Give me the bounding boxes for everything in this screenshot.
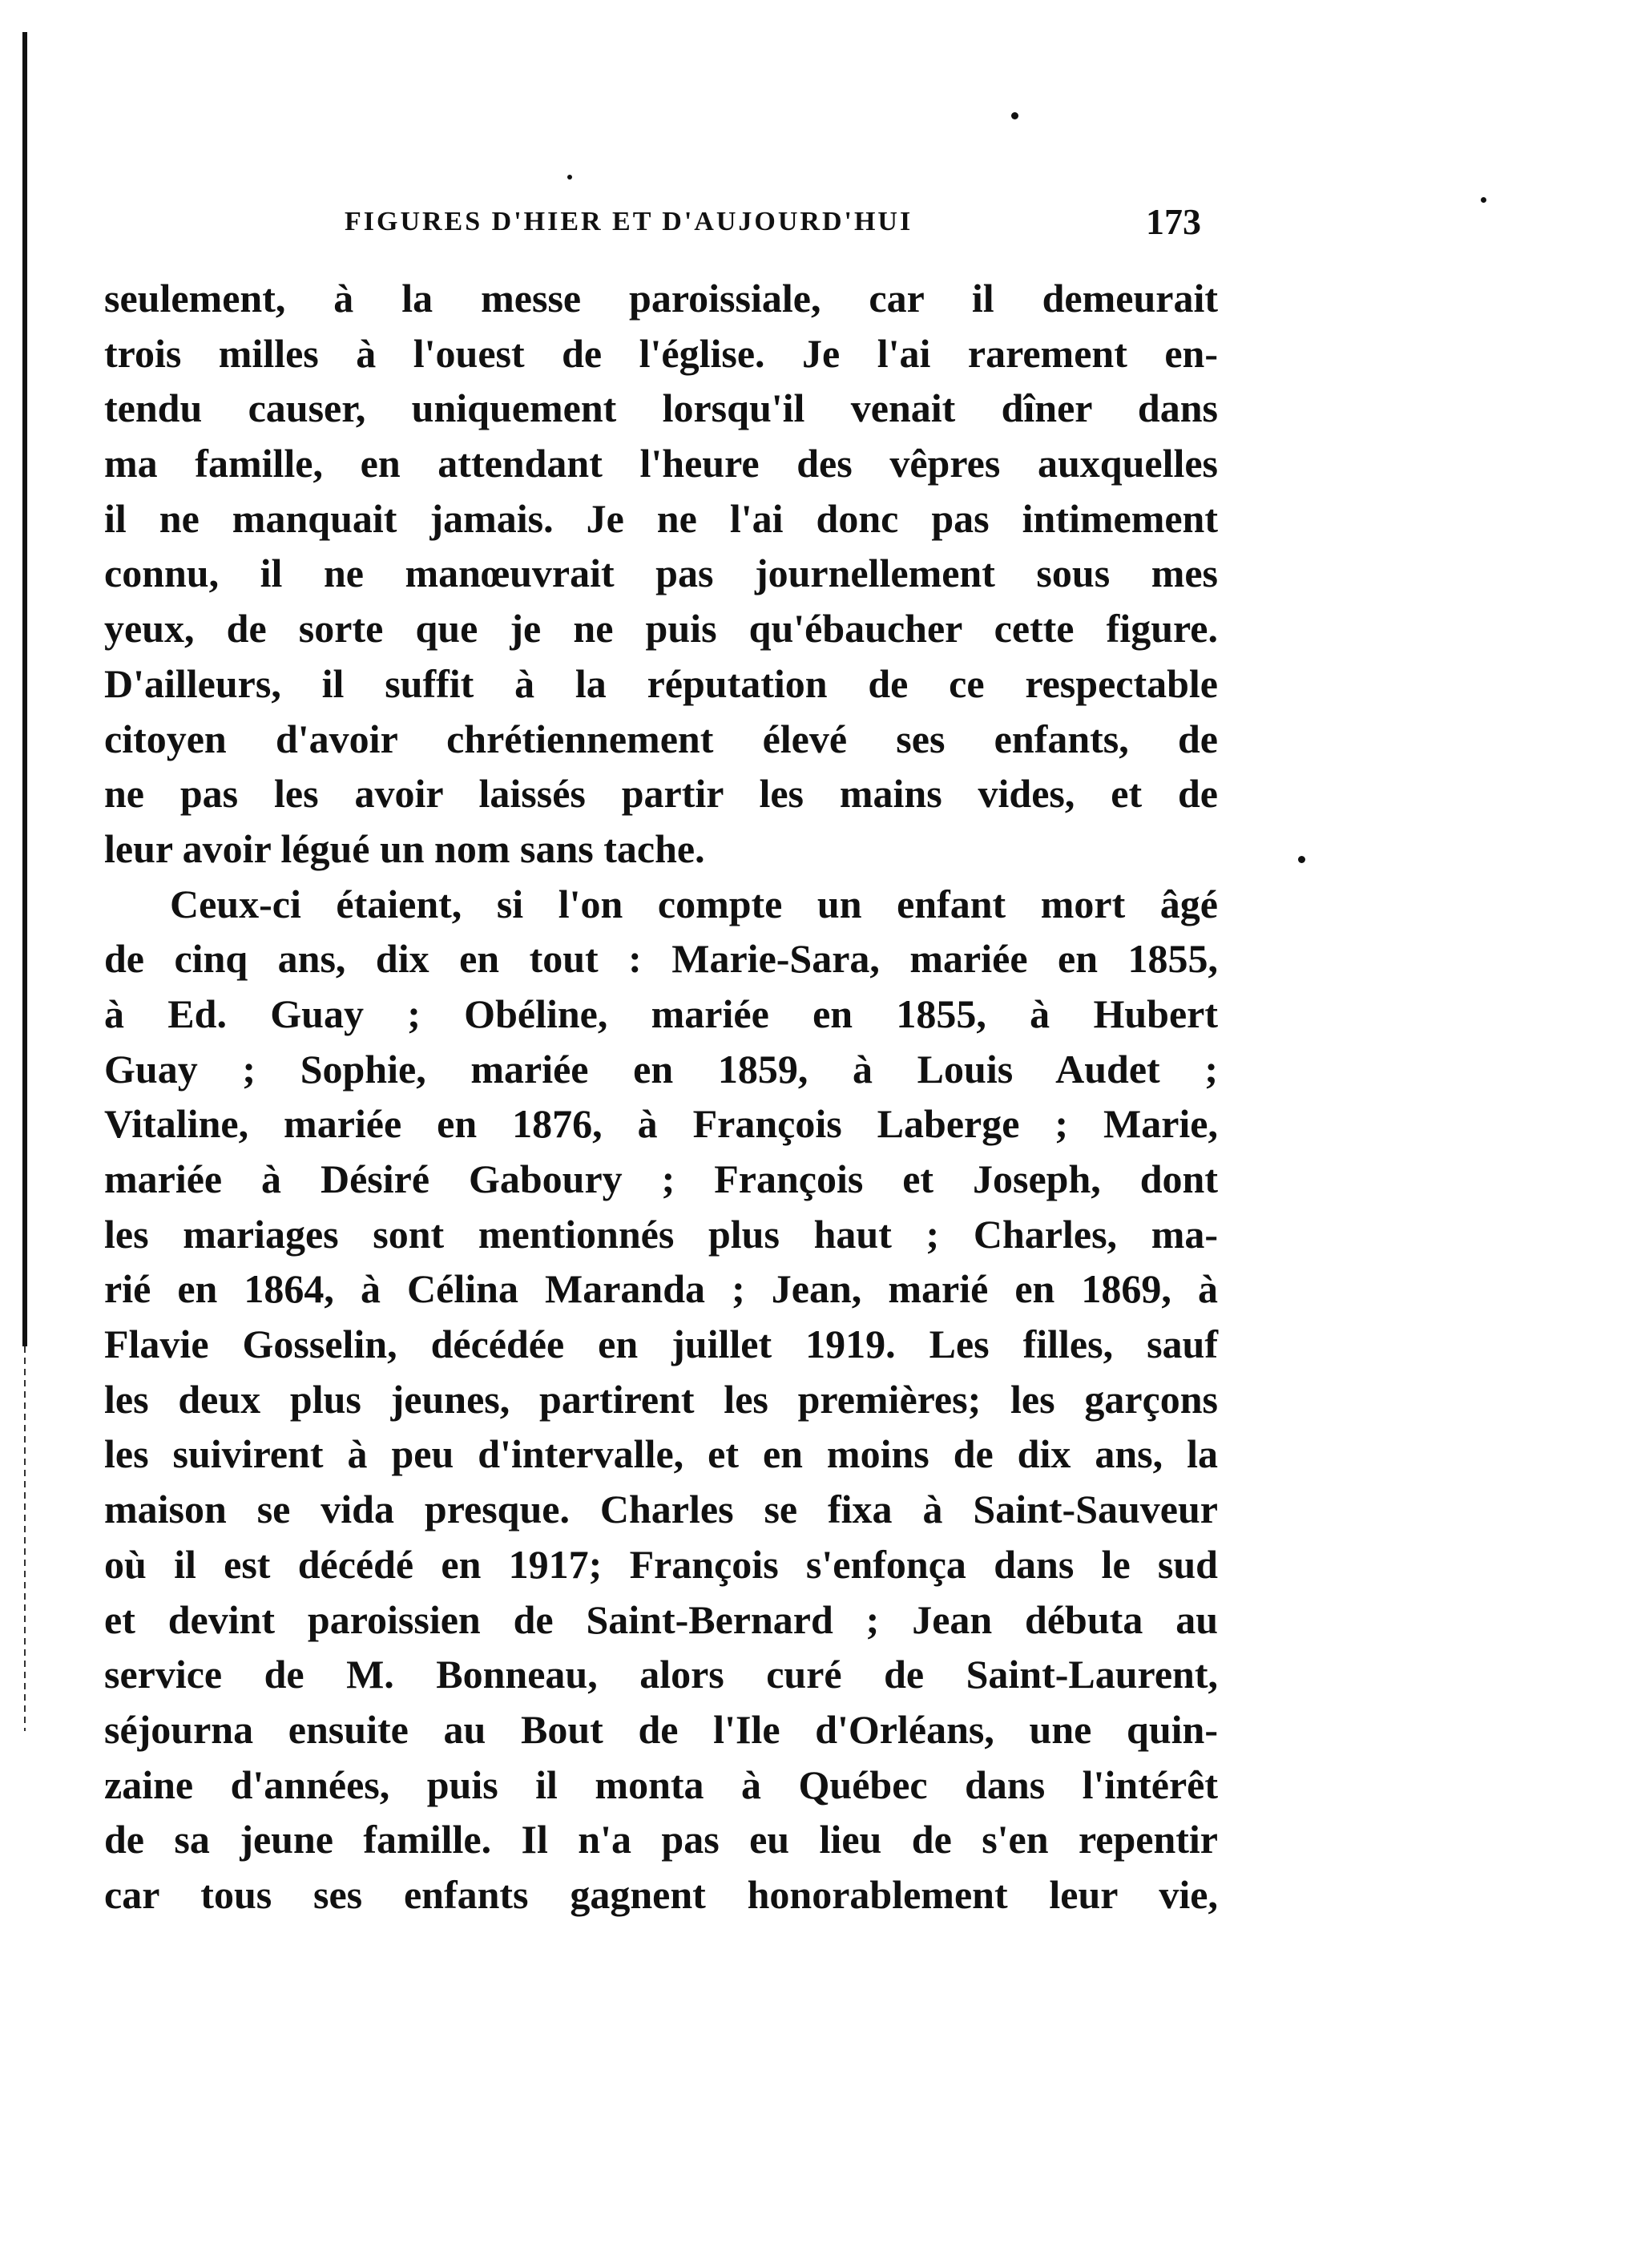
- text-line: D'ailleurs, il suffit à la réputation de ce respectable: [104, 660, 1218, 706]
- text-line: trois milles à l'ouest de l'église. Je l'ai rarement en-: [104, 330, 1218, 376]
- text-line: ne pas les avoir laissés partir les mains vides, et de: [104, 771, 1218, 817]
- text-line: Ceux-ci étaient, si l'on compte un enfant mort âgé: [170, 881, 1218, 926]
- text-line: où il est décédé en 1917; François s'enfonça dans le sud: [104, 1541, 1218, 1587]
- scan-speck: [1481, 197, 1486, 203]
- scan-speck: [567, 175, 572, 180]
- text-line: séjourna ensuite au Bout de l'Ile d'Orléans, une quin-: [104, 1706, 1218, 1752]
- text-line: tendu causer, uniquement lorsqu'il venait dîner dans: [104, 385, 1218, 431]
- body-text: [104, 271, 1218, 1923]
- binding-edge-faint: [24, 1346, 26, 1731]
- text-line: mariée à Désiré Gaboury ; François et Joseph, dont: [104, 1156, 1218, 1201]
- text-line: maison se vida presque. Charles se fixa à Saint-Sauveur: [104, 1487, 1218, 1532]
- text-line: zaine d'années, puis il monta à Québec dans l'intérêt: [104, 1762, 1218, 1807]
- text-line: Guay ; Sophie, mariée en 1859, à Louis Audet ;: [104, 1046, 1218, 1092]
- page-number: 173: [1146, 201, 1201, 242]
- scan-speck: [1298, 856, 1305, 863]
- text-line: leur avoir légué un nom sans tache.: [104, 825, 705, 871]
- text-line: de cinq ans, dix en tout : Marie-Sara, mariée en 1855,: [104, 936, 1218, 982]
- running-title: FIGURES D'HIER ET D'AUJOURD'HUI: [345, 207, 913, 236]
- text-line: ma famille, en attendant l'heure des vêpres auxquelles: [104, 441, 1218, 486]
- text-line: les mariages sont mentionnés plus haut ; Charles, ma-: [104, 1211, 1218, 1257]
- text-line: Flavie Gosselin, décédée en juillet 1919. Les filles, sauf: [104, 1322, 1218, 1367]
- text-line: les suivirent à peu d'intervalle, et en moins de dix ans, la: [104, 1431, 1218, 1477]
- text-line: car tous ses enfants gagnent honorablement leur vie,: [104, 1871, 1218, 1917]
- text-line: de sa jeune famille. Il n'a pas eu lieu de s'en repentir: [104, 1817, 1218, 1862]
- text-line: connu, il ne manœuvrait pas journellement sous mes: [104, 551, 1218, 596]
- text-line: à Ed. Guay ; Obéline, mariée en 1855, à Hubert: [104, 991, 1218, 1036]
- text-line: Vitaline, mariée en 1876, à François Laberge ; Marie,: [104, 1101, 1218, 1147]
- text-line: seulement, à la messe paroissiale, car il demeurait: [104, 276, 1218, 321]
- text-line: il ne manquait jamais. Je ne l'ai donc pas intimement: [104, 495, 1218, 541]
- scan-speck: [1011, 112, 1018, 119]
- text-line: citoyen d'avoir chrétiennement élevé ses enfants, de: [104, 716, 1218, 761]
- text-line: rié en 1864, à Célina Maranda ; Jean, marié en 1869, à: [104, 1266, 1218, 1312]
- text-line: service de M. Bonneau, alors curé de Saint-Laurent,: [104, 1652, 1218, 1697]
- binding-edge: [22, 32, 27, 1346]
- text-line: et devint paroissien de Saint-Bernard ; Jean débuta au: [104, 1596, 1218, 1642]
- text-line: yeux, de sorte que je ne puis qu'ébaucher cette figure.: [104, 606, 1218, 652]
- text-line: les deux plus jeunes, partirent les premières; les garçons: [104, 1376, 1218, 1422]
